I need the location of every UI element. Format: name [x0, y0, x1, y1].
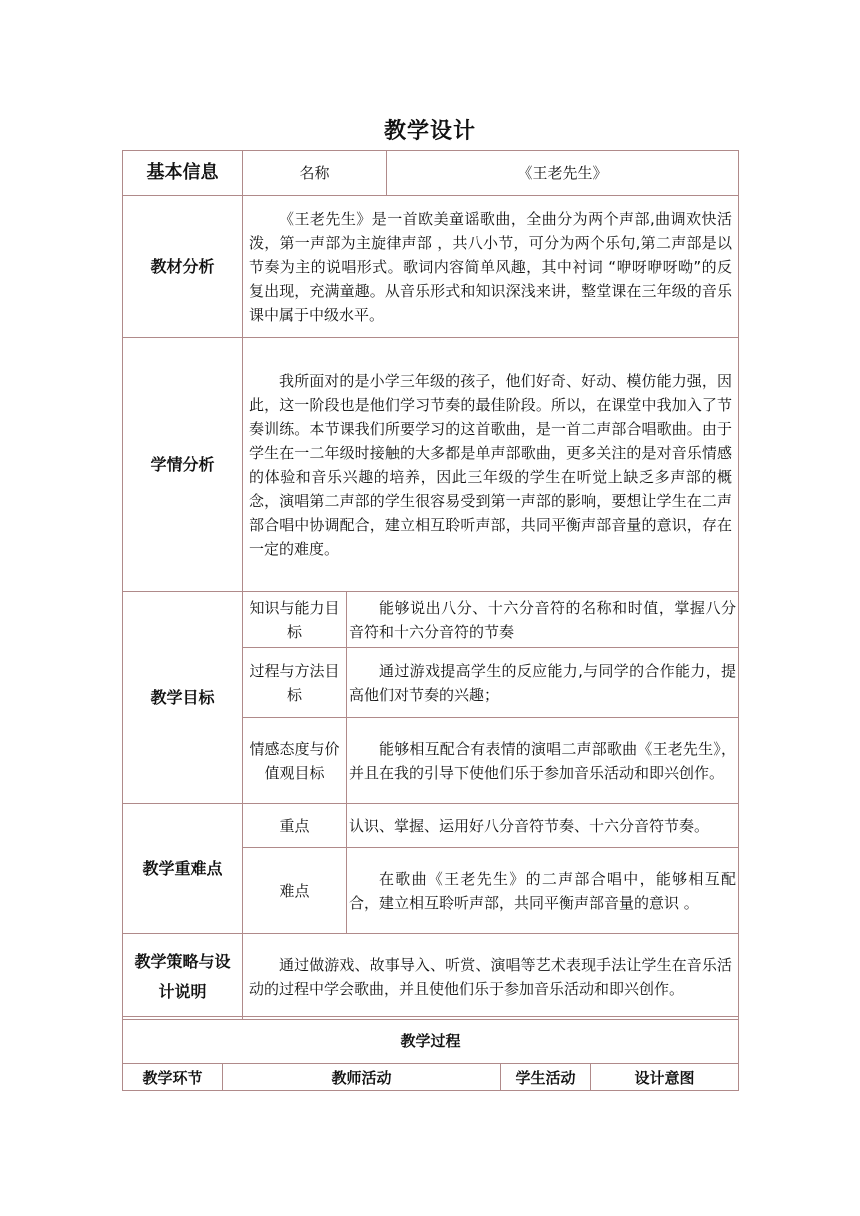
- column-header: 设计意图: [591, 1064, 739, 1091]
- objective-row: [123, 592, 739, 648]
- material-analysis-row: [123, 196, 739, 338]
- strategy-row: [123, 934, 739, 1020]
- material-analysis-text: 《王老先生》是一首欧美童谣歌曲，全曲分为两个声部,曲调欢快活泼，第一声部为主旋律声部 ，共八小节，可分为两个乐句,第二声部是以节奏为主的说唱形式。歌词内容简单风趣，其中衬词 “咿呀咿呀呦”的反复出现，充满童趣。从音乐形式和知识深浅来讲，整堂课在三年级的音乐课中属于中级水平。: [243, 196, 739, 338]
- process-header-row: [123, 1064, 739, 1091]
- process-title-row: [123, 1017, 739, 1064]
- key-point-text: 认识、掌握、运用好八分音符节奏、十六分音符节奏。: [347, 804, 739, 848]
- objective-text: 能够相互配合有表情的演唱二声部歌曲《王老先生》，并且在我的引导下使他们乐于参加音乐活动和即兴创作。: [347, 718, 739, 804]
- column-header: 学生活动: [501, 1064, 591, 1091]
- name-label: 名称: [243, 151, 387, 196]
- objective-text: 通过游戏提高学生的反应能力,与同学的合作能力，提高他们对节奏的兴趣；: [347, 648, 739, 718]
- objective-label: 知识与能力目标: [243, 592, 347, 648]
- process-table: [122, 1016, 739, 1091]
- key-point-label: 重点: [243, 804, 347, 848]
- process-title: 教学过程: [123, 1017, 739, 1064]
- objective-label: 情感态度与价值观目标: [243, 718, 347, 804]
- lesson-design-table: [122, 150, 739, 1020]
- key-points-label: 教学重难点: [123, 804, 243, 934]
- hard-point-label: 难点: [243, 848, 347, 934]
- objectives-label: 教学目标: [123, 592, 243, 804]
- objective-label: 过程与方法目标: [243, 648, 347, 718]
- objective-text: 能够说出八分、十六分音符的名称和时值，掌握八分音符和十六分音符的节奏: [347, 592, 739, 648]
- hard-point-text: 在歌曲《王老先生》的二声部合唱中，能够相互配合，建立相互聆听声部，共同平衡声部音量的意识 。: [347, 848, 739, 934]
- material-analysis-label: 教材分析: [123, 196, 243, 338]
- page-title: 教学设计: [383, 119, 476, 144]
- column-header: 教师活动: [223, 1064, 501, 1091]
- name-value: 《王老先生》: [387, 151, 739, 196]
- basic-info-label: 基本信息: [123, 151, 243, 196]
- strategy-label: 教学策略与设计说明: [123, 934, 243, 1020]
- learner-analysis-text: 我所面对的是小学三年级的孩子，他们好奇、好动、模仿能力强，因此，这一阶段也是他们学习节奏的最佳阶段。所以，在课堂中我加入了节奏训练。本节课我们所要学习的这首歌曲，是一首二声部合唱歌曲。由于学生在一二年级时接触的大多都是单声部歌曲，更多关注的是对音乐情感的体验和音乐兴趣的培养，因此三年级的学生在听觉上缺乏多声部的概念，演唱第二声部的学生很容易受到第一声部的影响，要想让学生在二声部合唱中协调配合，建立相互聆听声部，共同平衡声部音量的意识，存在一定的难度。: [243, 338, 739, 592]
- column-header: 教学环节: [123, 1064, 223, 1091]
- basic-info-row: [123, 151, 739, 196]
- learner-analysis-label: 学情分析: [123, 338, 243, 592]
- learner-analysis-row: [123, 338, 739, 592]
- key-point-row: [123, 804, 739, 848]
- strategy-text: 通过做游戏、故事导入、听赏、演唱等艺术表现手法让学生在音乐活动的过程中学会歌曲，并且使他们乐于参加音乐活动和即兴创作。: [243, 934, 739, 1020]
